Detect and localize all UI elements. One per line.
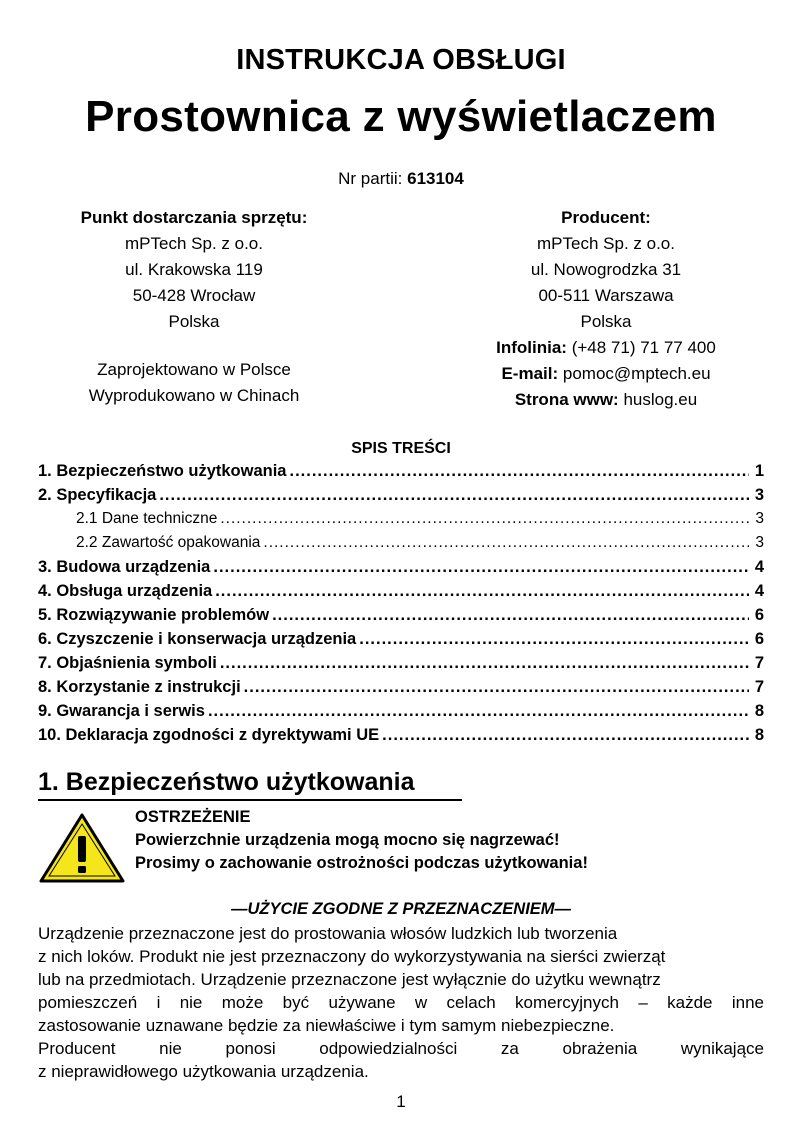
batch-number bbox=[38, 169, 764, 189]
toc-item[interactable]: 2. Specyfikacja ..... 3 bbox=[38, 486, 764, 510]
warning-box bbox=[135, 806, 588, 875]
designed-in: Zaprojektowano w Polsce bbox=[97, 360, 291, 379]
paragraph-line: lub na przedmiotach. Urządzenie przeznaczone jest wyłącznie do użytku wewnątrz bbox=[38, 970, 661, 989]
producer-label: Producent: bbox=[561, 208, 651, 227]
delivery-line: Polska bbox=[168, 312, 220, 331]
toc-item[interactable]: 8. Korzystanie z instrukcji ..... 7 bbox=[38, 678, 764, 702]
website-link[interactable]: huslog.eu bbox=[623, 390, 698, 409]
toc-title: SPIS TREŚCI bbox=[351, 440, 451, 457]
toc-item[interactable]: 10. Deklaracja zgodności z dyrektywami UE ..... 8 bbox=[38, 726, 764, 750]
warning-line: Powierzchnie urządzenia mogą mocno się nagrzewać! bbox=[135, 831, 560, 849]
intended-use-text bbox=[38, 922, 764, 1083]
delivery-label: Punkt dostarczania sprzętu: bbox=[80, 208, 308, 227]
email: E-mail: pomoc@mptech.eu bbox=[501, 364, 711, 383]
website: Strona www: huslog.eu bbox=[514, 390, 698, 409]
delivery-line: 50-428 Wrocław bbox=[132, 286, 256, 305]
paragraph-line: z nieprawidłowego użytkowania urządzenia. bbox=[38, 1062, 369, 1081]
warning-line: Prosimy o zachowanie ostrożności podczas użytkowania! bbox=[135, 854, 588, 872]
intended-use-title: —UŻYCIE ZGODNE Z PRZEZNACZENIEM— bbox=[230, 900, 572, 918]
toc-subitem[interactable]: 2.2 Zawartość opakowania ..... 3 bbox=[38, 534, 764, 558]
toc-item[interactable]: 3. Budowa urządzenia ..... 4 bbox=[38, 558, 764, 582]
delivery-address-block bbox=[38, 205, 350, 409]
email-link[interactable]: pomoc@mptech.eu bbox=[562, 364, 711, 383]
toc-item[interactable]: 4. Obsługa urządzenia ..... 4 bbox=[38, 582, 764, 606]
delivery-line: mPTech Sp. z o.o. bbox=[125, 234, 263, 253]
toc-item[interactable]: 6. Czyszczenie i konserwacja urządzenia ..... 6 bbox=[38, 630, 764, 654]
toc-item[interactable]: 5. Rozwiązywanie problemów ..... 6 bbox=[38, 606, 764, 630]
paragraph-line: Producent nie ponosi odpowiedzialności za obrażenia wynikające bbox=[38, 1039, 764, 1058]
table-of-contents bbox=[38, 462, 764, 750]
toc-item[interactable]: 1. Bezpieczeństwo użytkowania ..... 1 bbox=[38, 462, 764, 486]
section-title: 1. Bezpieczeństwo użytkowania bbox=[38, 768, 462, 801]
warning-heading: OSTRZEŻENIE bbox=[135, 808, 251, 826]
batch-value: 613104 bbox=[407, 169, 464, 188]
toc-item[interactable]: 7. Objaśnienia symboli ..... 7 bbox=[38, 654, 764, 678]
paragraph-line: Urządzenie przeznaczone jest do prostowania włosów ludzkich lub tworzenia bbox=[38, 924, 618, 943]
paragraph-line: z nich loków. Produkt nie jest przeznaczony do wykorzystywania na sierści zwierząt bbox=[38, 947, 666, 966]
manual-type-heading: INSTRUKCJA OBSŁUGI bbox=[236, 44, 566, 76]
producer-line: ul. Nowogrodzka 31 bbox=[530, 260, 682, 279]
made-in: Wyprodukowano w Chinach bbox=[88, 386, 300, 405]
delivery-line: ul. Krakowska 119 bbox=[125, 260, 263, 279]
toc-item[interactable]: 9. Gwarancja i serwis ..... 8 bbox=[38, 702, 764, 726]
paragraph-line: zastosowanie uznawane będzie za niewłaściwe i tym samym niebezpieczne. bbox=[38, 1016, 615, 1035]
batch-label: Nr partii: bbox=[338, 169, 403, 188]
hotline: Infolinia: (+48 71) 71 77 400 bbox=[496, 338, 716, 357]
warning-triangle-icon bbox=[38, 812, 126, 884]
producer-address-block bbox=[441, 205, 771, 413]
toc-subitem[interactable]: 2.1 Dane techniczne ..... 3 bbox=[38, 510, 764, 534]
producer-line: Polska bbox=[580, 312, 632, 331]
page-number: 1 bbox=[396, 1092, 406, 1111]
producer-line: 00-511 Warszawa bbox=[538, 286, 674, 305]
product-title: Prostownica z wyświetlaczem bbox=[85, 92, 717, 141]
producer-line: mPTech Sp. z o.o. bbox=[537, 234, 675, 253]
paragraph-line: pomieszczeń i nie może być używane w celach komercyjnych – każde inne bbox=[38, 993, 764, 1012]
